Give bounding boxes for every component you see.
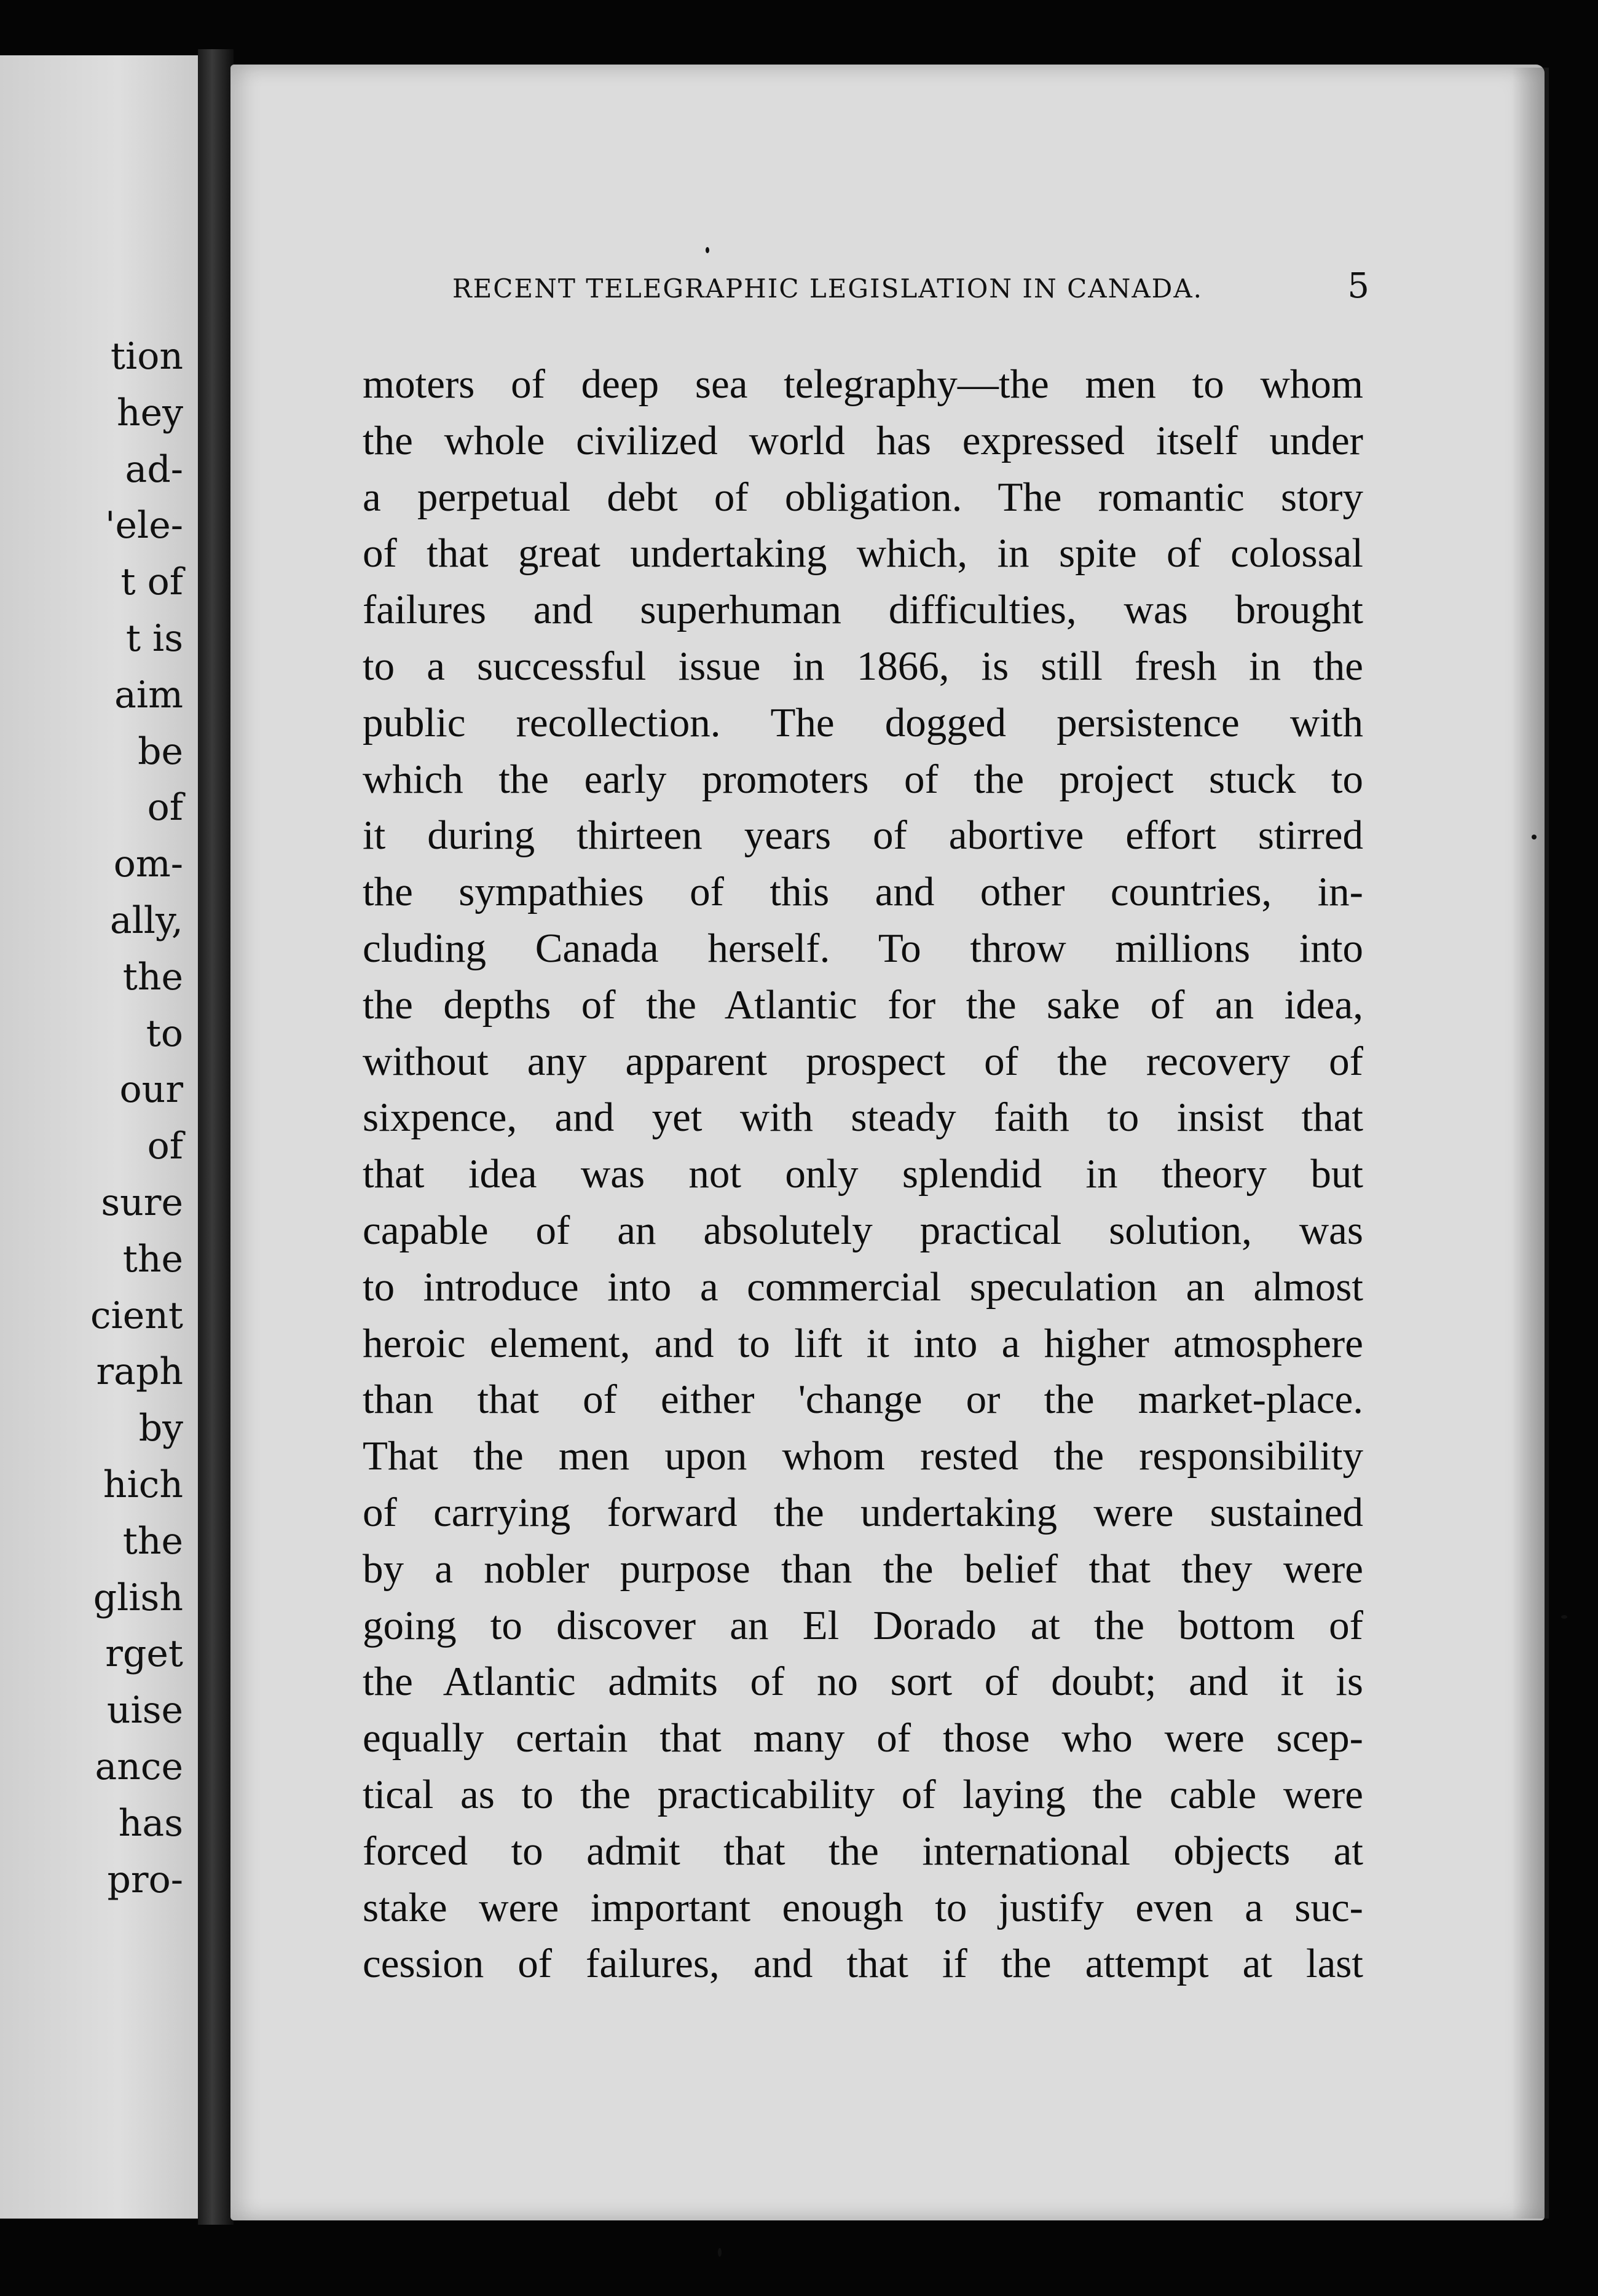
left-page-fragment: om- bbox=[113, 843, 183, 886]
left-page-fragment: of bbox=[147, 786, 183, 830]
left-page-fragment: by bbox=[138, 1407, 183, 1450]
body-line: moters of deep sea telegraphy—the men to whom bbox=[363, 361, 1363, 407]
left-page-fragment: cient bbox=[90, 1294, 183, 1337]
body-line: that idea was not only splendid in theory but bbox=[363, 1151, 1363, 1197]
scan-speck bbox=[1561, 1615, 1567, 1619]
body-line: failures and superhuman difficulties, was brought bbox=[363, 587, 1363, 633]
body-line: the depths of the Atlantic for the sake of an idea, bbox=[363, 981, 1363, 1028]
body-line: sixpence, and yet with steady faith to insist that bbox=[363, 1095, 1363, 1141]
running-head: RECENT TELEGRAPHIC LEGISLATION IN CANADA. bbox=[452, 273, 1203, 304]
body-line: a perpetual debt of obligation. The romantic story bbox=[363, 474, 1363, 520]
left-page-fragment: raph bbox=[96, 1350, 183, 1394]
left-page-fragment: 'ele- bbox=[105, 504, 183, 548]
body-line: of that great undertaking which, in spite of colossal bbox=[363, 530, 1363, 576]
left-page-fragment: pro- bbox=[107, 1858, 183, 1901]
left-page-fragment: hich bbox=[103, 1463, 183, 1506]
body-line: public recollection. The dogged persistence with bbox=[363, 699, 1363, 745]
left-page-fragment: to bbox=[146, 1012, 183, 1055]
body-line: than that of either 'change or the market-place. bbox=[363, 1377, 1363, 1423]
scan-speck bbox=[1532, 835, 1537, 839]
scan-speck bbox=[718, 2248, 722, 2257]
body-line: heroic element, and to lift it into a higher atmosphere bbox=[363, 1320, 1363, 1366]
left-page-fragment: sure bbox=[101, 1181, 183, 1224]
left-page-fragment: glish bbox=[93, 1576, 183, 1619]
left-page-fragment: ad- bbox=[125, 447, 183, 491]
left-page-fragment: ally, bbox=[109, 899, 183, 942]
left-page-fragment: uise bbox=[106, 1689, 183, 1732]
left-page-fragment: of bbox=[147, 1125, 183, 1168]
left-page-fragment: be bbox=[138, 729, 183, 773]
left-page-fragment: has bbox=[118, 1801, 183, 1845]
left-page-fragment: the bbox=[122, 955, 183, 999]
body-line: cluding Canada herself. To throw millions into bbox=[363, 925, 1363, 971]
page-edge-shadow bbox=[1512, 68, 1549, 2219]
left-page-fragment: aim bbox=[114, 673, 183, 717]
left-page-fragment: ance bbox=[95, 1745, 183, 1788]
body-line: tical as to the practicability of laying the cable were bbox=[363, 1771, 1363, 1817]
left-page-fragment: our bbox=[119, 1068, 183, 1112]
body-line: to a successful issue in 1866, is still fresh in the bbox=[363, 643, 1363, 689]
body-line: of carrying forward the undertaking were sustained bbox=[363, 1489, 1363, 1535]
body-text bbox=[363, 356, 1363, 1992]
left-page-fragment: the bbox=[122, 1519, 183, 1563]
body-line: equally certain that many of those who were scep- bbox=[363, 1715, 1363, 1761]
body-line: without any apparent prospect of the recovery of bbox=[363, 1038, 1363, 1084]
body-line: cession of failures, and that if the attempt at last bbox=[363, 1941, 1363, 1987]
body-line: it during thirteen years of abortive effort stirred bbox=[363, 812, 1363, 859]
scan-speck bbox=[706, 247, 709, 253]
body-line: forced to admit that the international objects at bbox=[363, 1828, 1363, 1874]
body-line: which the early promoters of the project stuck to bbox=[363, 756, 1363, 802]
body-line: the whole civilized world has expressed itself under bbox=[363, 417, 1363, 463]
left-page-fragment: t is bbox=[125, 617, 183, 660]
book-gutter bbox=[198, 49, 234, 2225]
body-line: capable of an absolutely practical solution, was bbox=[363, 1207, 1363, 1253]
left-page-fragment: rget bbox=[105, 1632, 183, 1676]
left-page-edge bbox=[0, 55, 198, 2219]
body-line: That the men upon whom rested the responsibility bbox=[363, 1433, 1363, 1479]
left-page-fragment: hey bbox=[116, 391, 183, 434]
page-number: 5 bbox=[1347, 266, 1369, 306]
left-page-fragment: the bbox=[122, 1237, 183, 1281]
body-line: the Atlantic admits of no sort of doubt; and it is bbox=[363, 1659, 1363, 1705]
body-line: going to discover an El Dorado at the bottom of bbox=[363, 1602, 1363, 1648]
left-page-fragment: tion bbox=[110, 335, 183, 378]
body-line: to introduce into a commercial speculation an almost bbox=[363, 1264, 1363, 1310]
left-page-fragment: t of bbox=[120, 560, 183, 604]
body-line: stake were important enough to justify even a suc- bbox=[363, 1884, 1363, 1930]
body-line: the sympathies of this and other countries, in- bbox=[363, 869, 1363, 915]
body-line: by a nobler purpose than the belief that they were bbox=[363, 1546, 1363, 1592]
